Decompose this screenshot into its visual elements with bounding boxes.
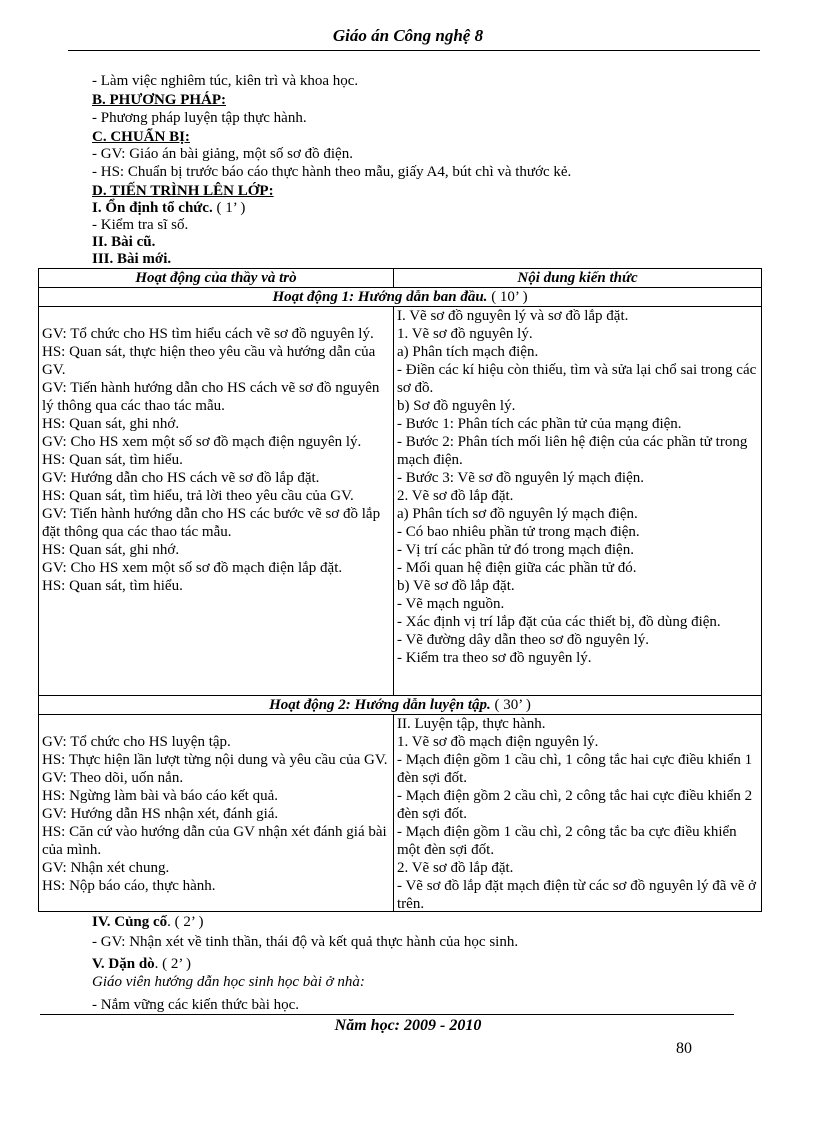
list-item: GV: Tổ chức cho HS luyện tập. — [42, 734, 231, 750]
list-item: HS: Nộp báo cáo, thực hành. — [42, 878, 216, 894]
activity2-title-row — [39, 696, 762, 715]
activity2-time: ( 30’ ) — [490, 697, 531, 713]
homework-intro: Giáo viên hướng dẫn học sinh học bài ở nhà: — [92, 974, 365, 990]
prep-heading: C. CHUẨN BỊ: — [92, 129, 190, 145]
consolidation-text: - GV: Nhận xét về tinh thần, thái độ và kết quả thực hành của học sinh. — [92, 934, 519, 950]
activity1-knowledge — [394, 307, 762, 696]
list-item: GV: Theo dõi, uốn nắn. — [42, 770, 184, 786]
list-item: GV: Tiến hành hướng dẫn cho HS cách vẽ sơ đồ nguyên lý thông qua các thao tác mẫu. — [42, 380, 380, 414]
list-item: 1. Vẽ sơ đồ mạch điện nguyên lý. — [397, 734, 599, 750]
activity1-body-row — [39, 307, 762, 696]
org-line — [92, 199, 245, 217]
list-item: - Vẽ đường dây dẫn theo sơ đồ nguyên lý. — [397, 632, 650, 648]
activity1-left-list — [42, 307, 390, 695]
homework-heading: V. Dặn dò — [92, 956, 155, 972]
list-item: GV: Hướng dẫn HS nhận xét, đánh giá. — [42, 806, 279, 822]
org-heading: I. Ổn định tổ chức. — [92, 200, 213, 216]
consolidation-time: . ( 2’ ) — [167, 914, 204, 930]
list-item: GV: Cho HS xem một số sơ đồ mạch điện nguyên lý. — [42, 434, 362, 450]
list-item: b) Sơ đồ nguyên lý. — [397, 398, 516, 414]
activity2-title — [39, 696, 762, 715]
list-item: HS: Quan sát, ghi nhớ. — [42, 416, 180, 432]
activity1-title — [39, 288, 762, 307]
list-item: HS: Quan sát, ghi nhớ. — [42, 542, 180, 558]
homework-line — [92, 955, 191, 973]
process-heading: D. TIẾN TRÌNH LÊN LỚP: — [92, 183, 274, 199]
homework-time: . ( 2’ ) — [154, 956, 192, 972]
method-heading: B. PHƯƠNG PHÁP: — [92, 92, 227, 108]
list-item: - Mạch điện gồm 2 cầu chì, 2 công tắc hai cực điều khiển 2 đèn sợi đốt. — [397, 788, 753, 822]
school-year: Năm học: 2009 - 2010 — [334, 1017, 482, 1034]
list-item: - Mối quan hệ điện giữa các phần tử đó. — [397, 560, 637, 576]
prep-student: - HS: Chuẩn bị trước báo cáo thực hành theo mẫu, giấy A4, bút chì và thước kẻ. — [92, 164, 572, 180]
list-item: HS: Quan sát, tìm hiểu. — [42, 578, 183, 594]
list-item: 2. Vẽ sơ đồ lắp đặt. — [397, 488, 514, 504]
activity1-right-list — [397, 307, 758, 695]
page-number: 80 — [676, 1040, 692, 1057]
activity2-left-list — [42, 715, 390, 911]
new-lesson-heading: III. Bài mới. — [92, 251, 172, 267]
lesson-table — [38, 268, 762, 912]
page-header-title: Giáo án Công nghệ 8 — [332, 26, 484, 45]
list-item: - Có bao nhiêu phần tử trong mạch điện. — [397, 524, 640, 540]
footer-divider — [40, 1014, 734, 1015]
list-item: GV: Tiến hành hướng dẫn cho HS các bước vẽ sơ đồ lắp đặt thông qua các thao tác mẫu. — [42, 506, 381, 540]
prep-teacher: - GV: Giáo án bài giảng, một số sơ đồ điện. — [92, 146, 353, 162]
org-text: - Kiểm tra sĩ số. — [92, 217, 189, 233]
consolidation-heading: IV. Củng cố — [92, 914, 168, 930]
list-item: HS: Quan sát, tìm hiểu. — [42, 452, 183, 468]
list-item: - Bước 1: Phân tích các phần tử của mạng điện. — [397, 416, 682, 432]
activity2-body-row — [39, 715, 762, 912]
list-item: a) Phân tích mạch điện. — [397, 344, 539, 360]
list-item: HS: Thực hiện lần lượt từng nội dung và yêu cầu của GV. — [42, 752, 388, 768]
table-header-row — [39, 269, 762, 288]
list-item: - Vẽ sơ đồ lắp đặt mạch điện từ các sơ đồ nguyên lý đã vẽ ở trên. — [397, 878, 757, 911]
list-item: - Kiểm tra theo sơ đồ nguyên lý. — [397, 650, 592, 666]
list-item: HS: Quan sát, thực hiện theo yêu cầu và hướng dẫn của GV. — [42, 344, 376, 378]
col-header-content: Nội dung kiến thức — [394, 269, 762, 288]
activity1-teacher-student — [39, 307, 394, 696]
list-item: - Vị trí các phần tử đó trong mạch điện. — [397, 542, 634, 558]
list-item: GV: Cho HS xem một số sơ đồ mạch điện lắp đặt. — [42, 560, 343, 576]
list-item: GV: Hướng dẫn cho HS cách vẽ sơ đồ lắp đặt. — [42, 470, 320, 486]
list-item: 1. Vẽ sơ đồ nguyên lý. — [397, 326, 533, 342]
header-divider — [68, 50, 760, 51]
list-item: GV: Tổ chức cho HS tìm hiểu cách vẽ sơ đồ nguyên lý. — [42, 326, 374, 342]
activity1-time: ( 10’ ) — [487, 289, 528, 305]
list-item: - Mạch điện gồm 1 cầu chì, 1 công tắc hai cực điều khiển 1 đèn sợi đốt. — [397, 752, 753, 786]
activity1-title-text: Hoạt động 1: Hướng dẫn ban đầu. — [272, 289, 488, 305]
attitude-text: - Làm việc nghiêm túc, kiên trì và khoa học. — [92, 73, 359, 89]
list-item: b) Vẽ sơ đồ lắp đặt. — [397, 578, 515, 594]
consolidation-line — [92, 913, 204, 931]
homework-text: - Nắm vững các kiến thức bài học. — [92, 997, 300, 1013]
activity2-title-text: Hoạt động 2: Hướng dẫn luyện tập. — [269, 697, 491, 713]
activity2-right-list — [397, 715, 758, 911]
list-item: II. Luyện tập, thực hành. — [397, 716, 546, 732]
list-item: - Mạch điện gồm 1 cầu chì, 2 công tắc ba cực điều khiển một đèn sợi đốt. — [397, 824, 737, 858]
list-item: - Vẽ mạch nguồn. — [397, 596, 505, 612]
list-item: HS: Căn cứ vào hướng dẫn của GV nhận xét đánh giá bài của mình. — [42, 824, 387, 858]
list-item: - Bước 3: Vẽ sơ đồ nguyên lý mạch điện. — [397, 470, 645, 486]
list-item: HS: Ngừng làm bài và báo cáo kết quả. — [42, 788, 278, 804]
list-item: 2. Vẽ sơ đồ lắp đặt. — [397, 860, 514, 876]
activity1-title-row — [39, 288, 762, 307]
list-item: HS: Quan sát, tìm hiểu, trả lời theo yêu cầu của GV. — [42, 488, 354, 504]
list-item: - Bước 2: Phân tích mối liên hệ điện của các phần tử trong mạch điện. — [397, 434, 748, 468]
old-lesson-heading: II. Bài cũ. — [92, 234, 156, 250]
list-item: - Xác định vị trí lắp đặt của các thiết bị, đồ dùng điện. — [397, 614, 721, 630]
list-item: GV: Nhận xét chung. — [42, 860, 170, 876]
list-item: a) Phân tích sơ đồ nguyên lý mạch điện. — [397, 506, 638, 522]
method-text: - Phương pháp luyện tập thực hành. — [92, 110, 307, 126]
list-item: - Điền các kí hiệu còn thiếu, tìm và sửa lại chổ sai trong các sơ đồ. — [397, 362, 757, 396]
list-item: I. Vẽ sơ đồ nguyên lý và sơ đồ lắp đặt. — [397, 308, 629, 324]
activity2-knowledge — [394, 715, 762, 912]
col-header-activities: Hoạt động của thầy và trò — [39, 269, 394, 288]
org-time: ( 1’ ) — [212, 200, 246, 216]
activity2-teacher-student — [39, 715, 394, 912]
